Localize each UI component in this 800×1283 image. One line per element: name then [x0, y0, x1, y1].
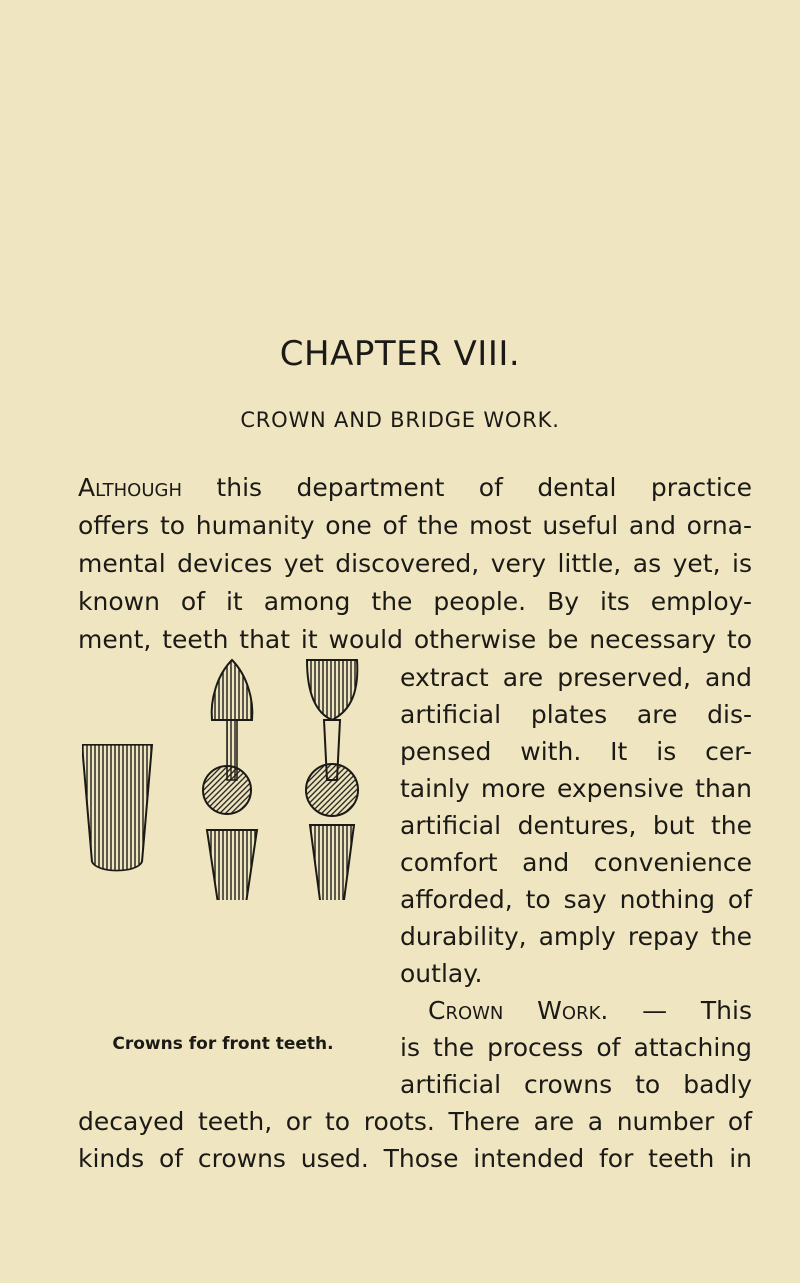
crowns-figure — [82, 660, 382, 860]
paragraph-line — [428, 993, 752, 1029]
run-in-heading: Crown Work. — [428, 996, 609, 1025]
line-text: — This — [608, 996, 752, 1025]
figure-caption: Crowns for front teeth. — [112, 1034, 334, 1054]
paragraph-line: ment, teeth that it would otherwise be necessary to — [78, 625, 752, 654]
line-text: this department of dental practice — [182, 473, 752, 502]
paragraph-line: artificial dentures, but the — [400, 811, 752, 840]
paragraph-line: extract are preserved, and — [400, 663, 752, 692]
paragraph-line: durability, amply repay the — [400, 922, 752, 951]
paragraph-line: offers to humanity one of the most useful and orna- — [78, 511, 752, 540]
section-title: CROWN AND BRIDGE WORK. — [240, 408, 560, 432]
drop-word: Although — [78, 473, 183, 502]
paragraph-line: kinds of crowns used. Those intended for teeth in — [78, 1144, 752, 1173]
crown-with-post-icon — [307, 660, 357, 780]
crown-section-icon — [306, 764, 358, 816]
paragraph-line: known of it among the people. By its employ- — [78, 587, 752, 616]
chapter-title: CHAPTER VIII. — [279, 334, 521, 374]
paragraph-line: tainly more expensive than — [400, 774, 752, 803]
paragraph-line: artificial crowns to badly — [400, 1070, 752, 1099]
tooth-root-icon — [207, 830, 257, 900]
paragraph-line: comfort and convenience — [400, 848, 752, 877]
dental-crowns-illustration — [82, 650, 382, 900]
crown-section-icon — [203, 766, 251, 814]
paragraph-line: decayed teeth, or to roots. There are a number of — [78, 1107, 752, 1136]
paragraph-line: mental devices yet discovered, very little, as yet, is — [78, 549, 752, 578]
paragraph-line — [78, 470, 752, 506]
crown-with-post-icon — [212, 660, 253, 780]
paragraph-line: pensed with. It is cer- — [400, 737, 752, 766]
root-crown-icon — [82, 745, 152, 871]
tooth-root-icon — [310, 825, 354, 900]
paragraph-line: artificial plates are dis- — [400, 700, 752, 729]
paragraph-line: is the process of attaching — [400, 1033, 752, 1062]
paragraph-line: afforded, to say nothing of — [400, 885, 752, 914]
paragraph-line: outlay. — [400, 959, 483, 988]
